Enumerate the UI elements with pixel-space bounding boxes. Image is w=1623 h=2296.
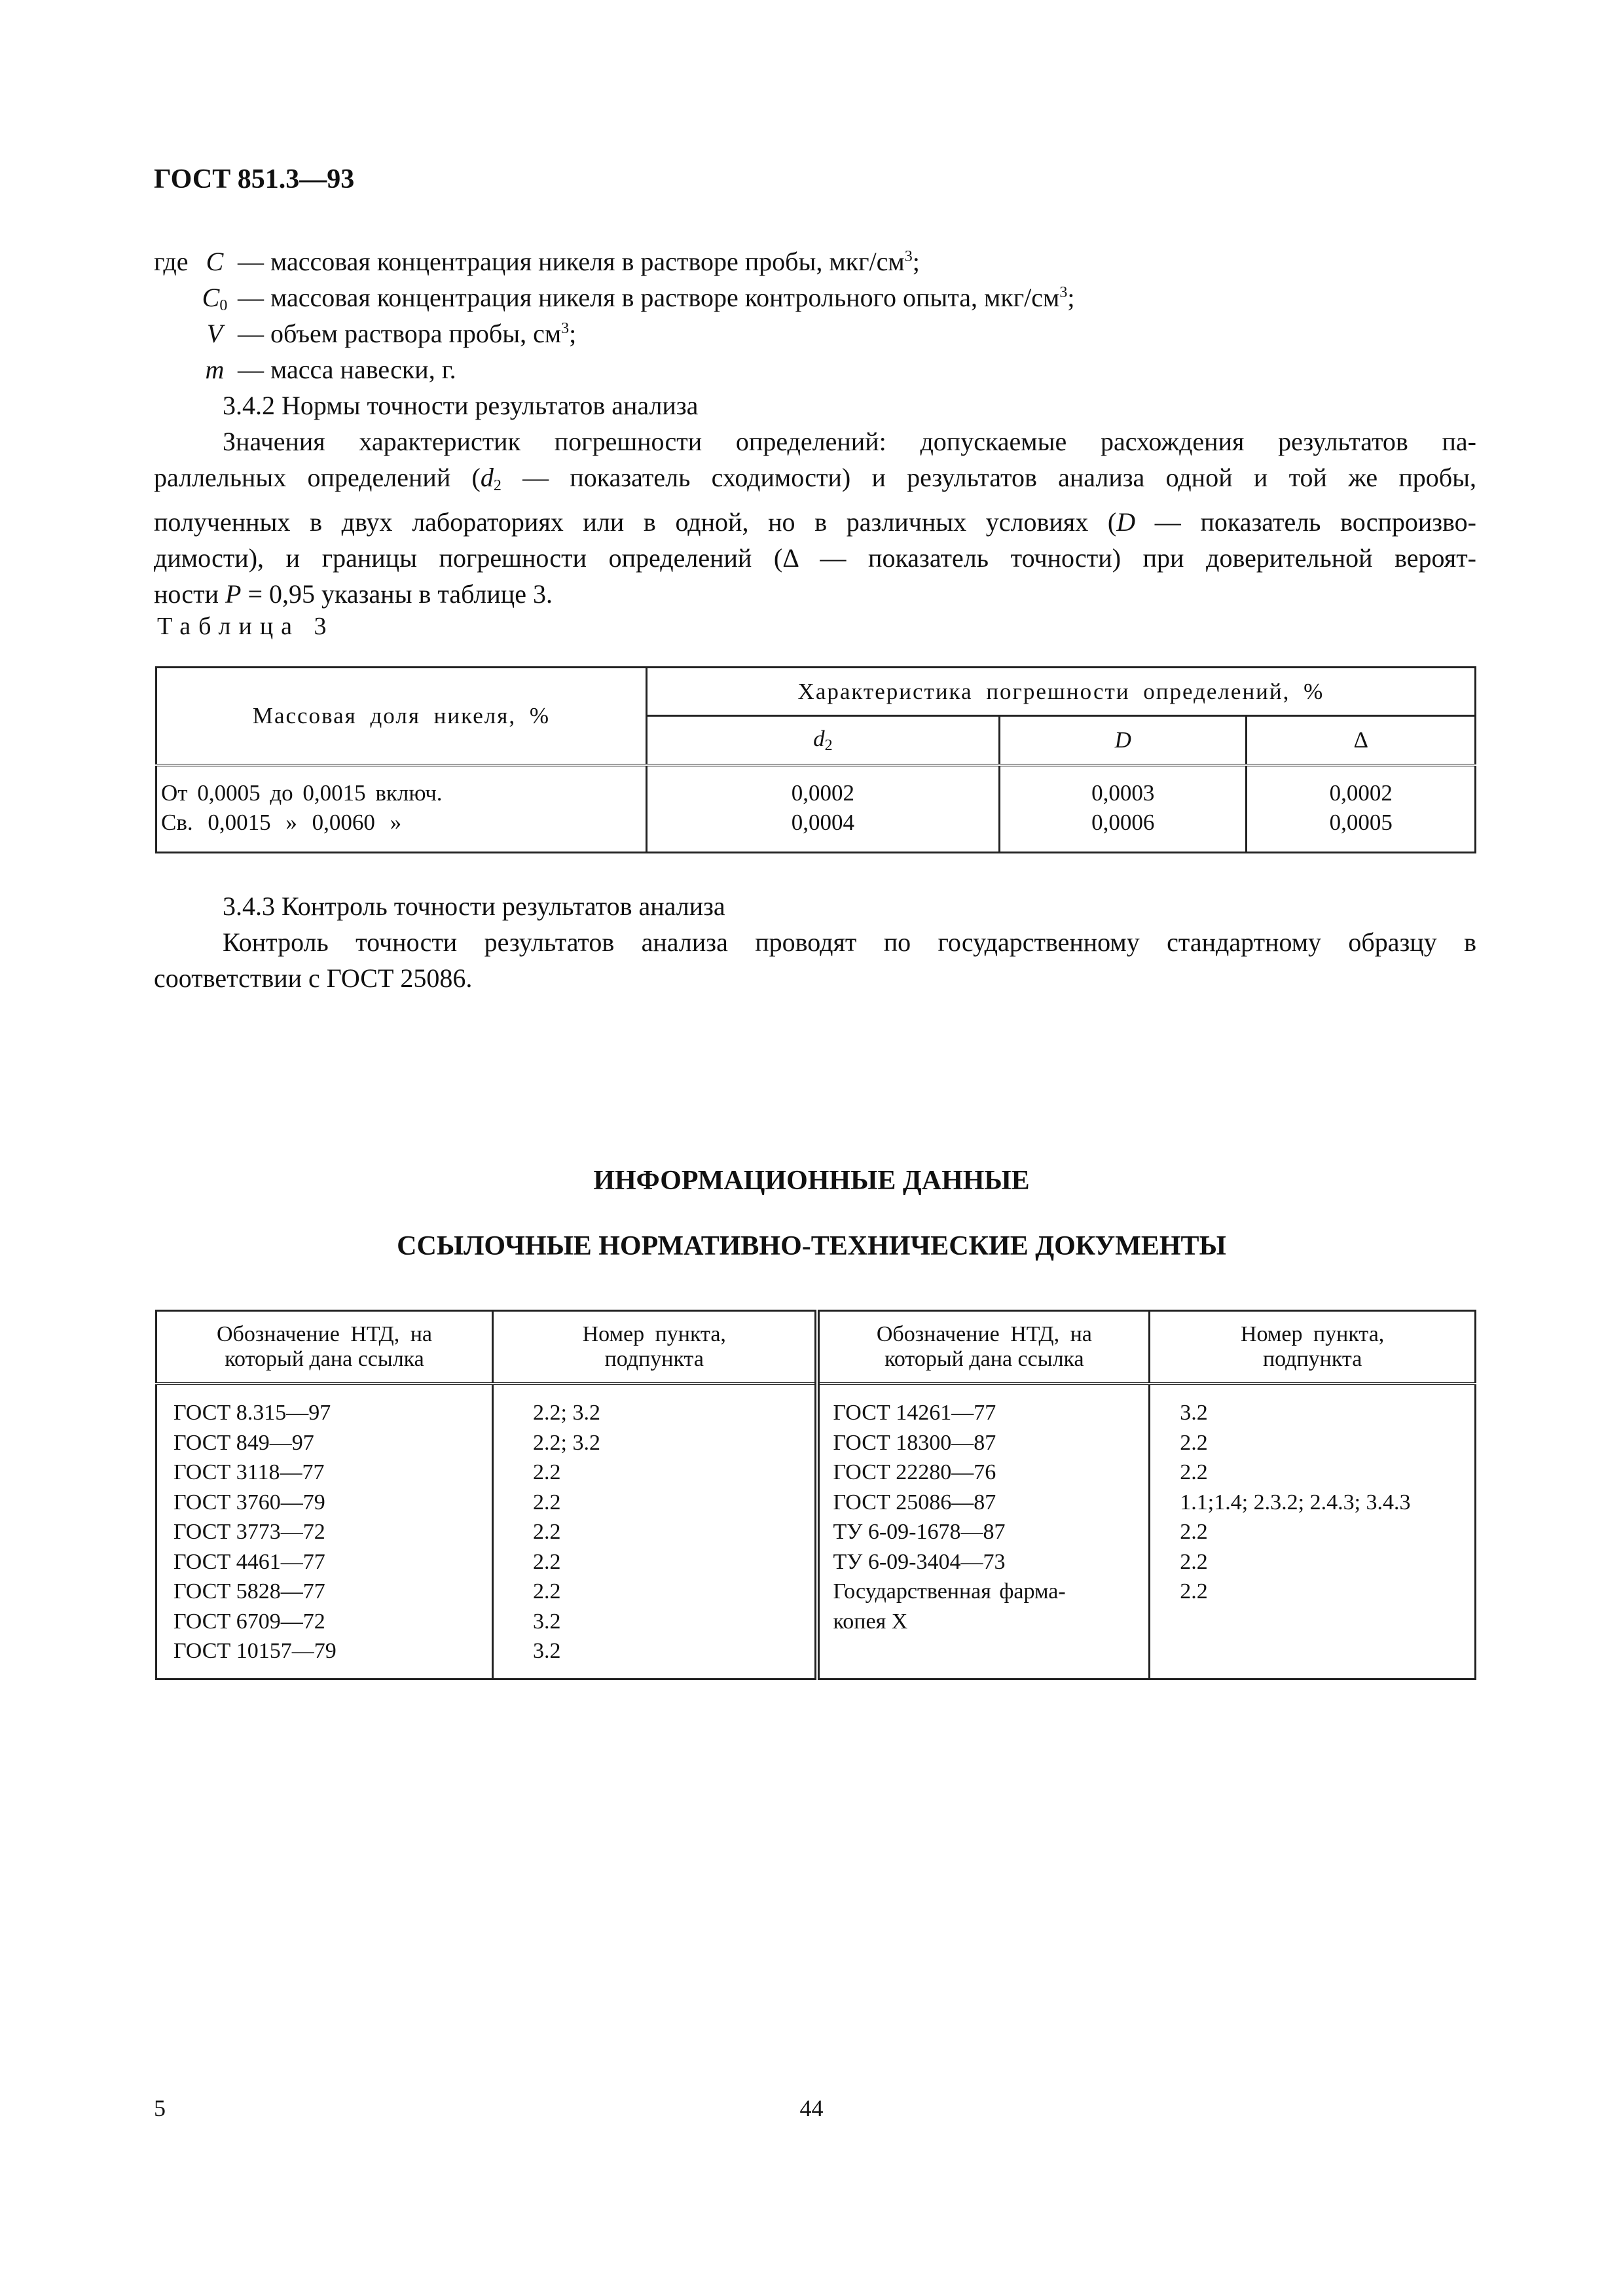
table-cell: 0,0002 0,0004 [646,765,999,853]
accuracy-table [155,666,1476,853]
column-header: Δ [1247,716,1476,765]
table-header-row [156,668,1476,716]
references-table [155,1310,1476,1680]
paragraph-line: соответствии с ГОСТ 25086. [154,963,473,993]
table-row [156,765,1476,853]
table-cell: ГОСТ 8.315—97 ГОСТ 849—97 ГОСТ 3118—77 ГОСТ 3760—79 ГОСТ 3773—72 ГОСТ 4461—77 ГОСТ 5828—77 ГОСТ 6709—72 ГОСТ 10157—79 [156,1384,493,1679]
definition-symbol: $C_0$ [202,283,228,314]
paragraph-line: раллельных определений (d2 — показатель сходимости) и результатов анализа одной и той же пробы, [154,463,1476,494]
paragraph-line: Контроль точности результатов анализа проводят по государственному стандартному образцу в [223,927,1476,957]
table-cell: 3.2 2.2 2.2 1.1;1.4; 2.3.2; 2.4.3; 3.4.3 2.2 2.2 2.2 [1150,1384,1476,1679]
document-header: ГОСТ 851.3—93 [154,164,355,194]
footer-page-number: 44 [799,2095,824,2121]
table-cell: 0,0002 0,0005 [1247,765,1476,853]
definition-symbol: m [205,355,225,384]
info-subtitle: ССЫЛОЧНЫЕ НОРМАТИВНО-ТЕХНИЧЕСКИЕ ДОКУМЕНТЫ [397,1231,1226,1261]
definition-v: V — объем раствора пробы, $см^3$; [154,315,1074,351]
table-header-row [156,1311,1476,1384]
column-header: Обозначение НТД, на который дана ссылка [817,1311,1149,1384]
table-cell: 0,0003 0,0006 [1000,765,1247,853]
definition-c0: $C_0$ — массовая концентрация никеля в растворе контрольного опыта, мкг/$см^3$; [154,279,1074,315]
table-cell: 2.2; 3.2 2.2; 3.2 2.2 2.2 2.2 2.2 2.2 3.2 3.2 [493,1384,818,1679]
paragraph-line: Значения характеристик погрешности определений: допускаемые расхождения результатов па- [223,427,1476,456]
section-heading: 3.4.3 Контроль точности результатов анализа [223,891,725,921]
column-header: Обозначение НТД, на который дана ссылка [156,1311,493,1384]
column-header: Номер пункта, подпункта [493,1311,818,1384]
definition-symbol: C [206,247,224,276]
definition-symbol: V [206,319,223,348]
definition-text: — массовая концентрация никеля в растворе пробы, мкг/см [238,247,905,276]
definition-c: где C — массовая концентрация никеля в растворе пробы, мкг/$см^3$; [154,243,1074,279]
paragraph-line: ности P = 0,95 указаны в таблице 3. [154,579,553,609]
variable-definitions [154,243,1074,387]
column-header: Номер пункта, подпункта [1150,1311,1476,1384]
footer-page-left: 5 [154,2095,166,2121]
paragraph-line: полученных в двух лабораториях или в одной, но в различных условиях (D — показатель воспроизво- [154,507,1476,537]
column-header: D [1000,716,1247,765]
definition-text: — массовая концентрация никеля в растворе контрольного опыта, мкг/см [238,283,1060,312]
paragraph-line: димости), и границы погрешности определений (Δ — показатель точности) при доверительной вероят- [154,543,1476,573]
info-title: ИНФОРМАЦИОННЫЕ ДАННЫЕ [593,1166,1030,1196]
definition-m [154,351,1074,387]
definition-prefix: где [154,247,189,276]
definition-text: — масса навески, г. [238,355,456,384]
table-caption: Таблица 3 [157,613,335,640]
section-heading: 3.4.2 Нормы точности результатов анализа [223,391,699,420]
table-row [156,1384,1476,1679]
section-343 [154,888,1476,996]
definition-text: — объем раствора пробы, см [238,319,562,348]
table-cell: От 0,0005 до 0,0015 включ. Св. 0,0015 » 0,0060 » [156,765,647,853]
column-header: Массовая доля никеля, % [156,668,647,765]
column-header: d2 [646,716,999,765]
table-cell: ГОСТ 14261—77 ГОСТ 18300—87 ГОСТ 22280—76 ГОСТ 25086—87 ТУ 6-09-1678—87 ТУ 6-09-3404—73 Государственная фарма- копея X [817,1384,1149,1679]
group-header: Характеристика погрешности определений, % [646,668,1475,716]
section-342 [154,387,1476,612]
